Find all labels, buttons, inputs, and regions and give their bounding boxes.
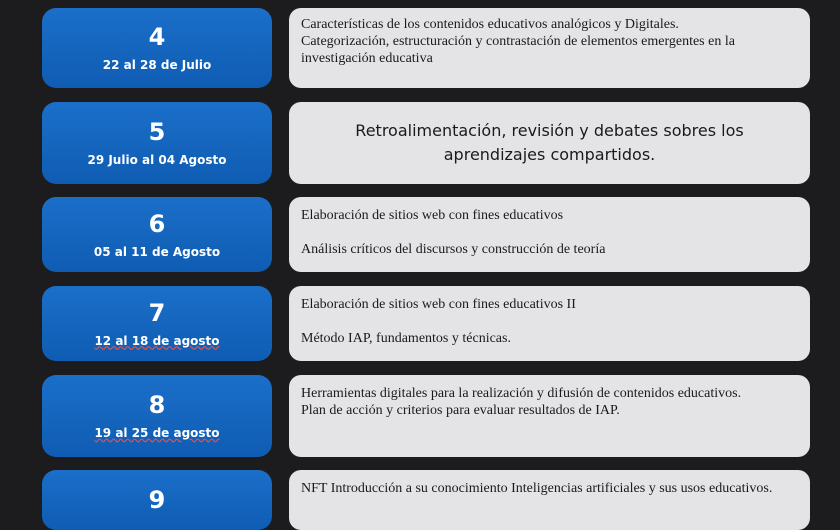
week-number: 4	[148, 23, 166, 51]
week-badge	[42, 375, 272, 457]
week-content	[289, 375, 810, 457]
content-line: Características de los contenidos educativos analógicos y Digitales.	[301, 17, 679, 32]
week-dates: 22 al 28 de Julio	[102, 58, 212, 72]
content-line: Categorización, estructuración y contrastación de elementos emergentes en la investigación educativa	[301, 34, 735, 66]
week-dates: 19 al 25 de agosto	[94, 426, 220, 440]
week-number: 7	[148, 298, 166, 327]
week-content	[289, 102, 810, 184]
week-badge	[42, 102, 272, 184]
week-content	[289, 286, 810, 361]
week-dates: 05 al 11 de Agosto	[93, 244, 221, 259]
content-line: Plan de acción y criterios para evaluar resultados de IAP.	[301, 403, 620, 418]
week-content	[289, 470, 810, 530]
content-line: Herramientas digitales para la realización y difusión de contenidos educativos.	[301, 386, 742, 401]
content-line: Elaboración de sitios web con fines educativos II	[301, 297, 576, 312]
week-number: 5	[148, 118, 166, 146]
week-number: 8	[148, 391, 166, 419]
content-line: NFT Introducción a su conocimiento Inteligencias artificiales y sus usos educativos.	[301, 481, 773, 496]
week-badge	[42, 286, 272, 361]
content-line: Elaboración de sitios web con fines educativos	[301, 208, 564, 223]
week-content	[289, 197, 810, 272]
week-badge	[42, 197, 272, 272]
week-content	[289, 8, 810, 88]
content-line: Método IAP, fundamentos y técnicas.	[301, 331, 511, 346]
content-line: Análisis críticos del discursos y construcción de teoría	[301, 242, 606, 257]
week-number: 6	[148, 209, 166, 238]
week-badge	[42, 470, 272, 530]
week-dates: 29 Julio al 04 Agosto	[87, 153, 227, 167]
content-line: Retroalimentación, revisión y debates sobres los aprendizajes compartidos.	[355, 121, 744, 164]
week-number: 9	[148, 486, 166, 514]
week-badge	[42, 8, 272, 88]
week-dates: 12 al 18 de agosto	[94, 333, 220, 348]
